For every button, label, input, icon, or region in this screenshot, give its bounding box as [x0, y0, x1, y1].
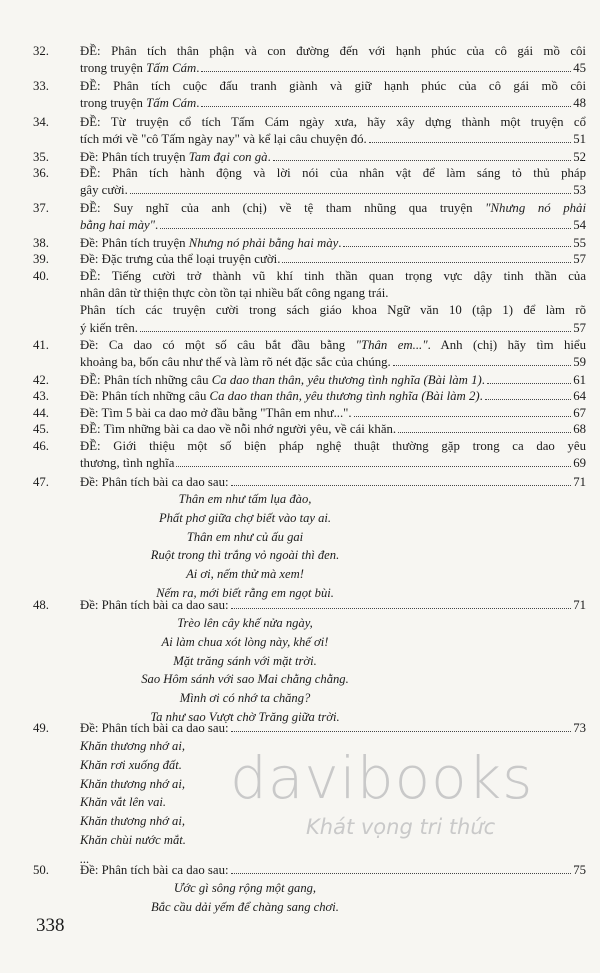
toc-entry-text — [80, 388, 586, 405]
toc-page-number: 68 — [573, 422, 586, 436]
toc-entry-last-line: Đề: Phân tích bài ca dao sau: 75 — [80, 862, 586, 879]
poem-line: Khăn thương nhớ ai, — [80, 814, 185, 829]
toc-entry-last-line: Đề: Tìm 5 bài ca dao mở đầu bằng "Thân em như...". 67 — [80, 405, 586, 422]
toc-page-number: 61 — [573, 373, 586, 387]
poem-line: Bắc cầu dải yếm để chàng sang chơi. — [151, 899, 339, 914]
poem-line: Khăn vắt lên vai. — [80, 795, 167, 810]
dot-leader — [231, 731, 572, 732]
dot-leader — [282, 262, 571, 263]
poem-line: Ước gì sông rộng một gang, — [173, 881, 317, 895]
poem-line: Thân em như củ ấu gai — [186, 529, 304, 544]
toc-entry-number: 33. — [33, 79, 49, 93]
dot-leader — [130, 193, 571, 194]
poem-line: Ai ơi, nếm thử mà xem! — [186, 567, 304, 582]
toc-entry-text — [80, 200, 586, 234]
poem-line: Khăn thương nhớ ai, — [80, 739, 185, 753]
toc-entry-last-line: Đề: Phân tích những câu Ca dao than thân, yêu thương tình nghĩa (Bài làm 2). 64 — [80, 388, 586, 405]
poem-line: Mặt trăng sánh với mặt trời. — [173, 653, 317, 668]
dot-leader — [273, 160, 571, 161]
poem-line: Ta như sao Vượt chờ Trăng giữa trời. — [150, 709, 340, 724]
toc-entry-text — [80, 405, 586, 422]
poem-line: Khăn thương nhớ ai, — [80, 776, 185, 791]
toc-entry-last-line: trong truyện Tấm Cám. 48 — [80, 95, 586, 112]
toc-entry-number: 38. — [33, 236, 49, 250]
poem-line: Ai làm chua xót lòng này, khế ơi! — [161, 634, 329, 649]
toc-page-number: 55 — [573, 236, 586, 250]
toc-entry-line: ĐỀ: Phân tích cuộc đấu tranh giành và giữ hạnh phúc của cô gái mồ côi — [80, 79, 586, 93]
toc-page-number: 53 — [573, 183, 586, 198]
toc-page-number: 73 — [573, 721, 586, 735]
toc-entry-text — [80, 235, 586, 252]
toc-entry-number: 44. — [33, 406, 49, 420]
poem-line: Sao Hôm sánh với sao Mai chằng chằng. — [141, 672, 349, 687]
toc-page-number: 57 — [573, 320, 586, 335]
dot-leader — [343, 246, 571, 247]
toc-entry-number: 39. — [33, 252, 49, 266]
toc-entry-text — [80, 474, 586, 491]
toc-page-number: 71 — [573, 598, 586, 612]
toc-entry-number: 46. — [33, 439, 49, 453]
dot-leader — [231, 608, 572, 609]
dot-leader — [176, 466, 571, 467]
dot-leader — [369, 142, 572, 143]
toc-entry-last-line: Đề: Phân tích truyện Nhưng nó phải bằng hai mày. 55 — [80, 235, 586, 252]
toc-page-number: 59 — [573, 355, 586, 370]
poem-p47 — [80, 490, 410, 603]
toc-entry-number: 45. — [33, 422, 49, 436]
toc-page-number: 52 — [573, 150, 586, 164]
dot-leader — [201, 106, 571, 107]
dot-leader — [393, 365, 571, 366]
toc-entry-line: ĐỀ: Giới thiệu một số biện pháp nghệ thuật thường gặp trong ca dao yêu — [80, 439, 586, 453]
toc-entry-number: 49. — [33, 721, 49, 735]
toc-page-number: 57 — [573, 252, 586, 266]
poem-line: Nếm ra, mới biết rằng em ngọt bùi. — [156, 585, 334, 600]
toc-page-number: 67 — [573, 406, 586, 420]
poem-p50 — [80, 879, 410, 917]
dot-leader — [487, 383, 571, 384]
toc-entry-number: 34. — [33, 115, 49, 129]
poem-line: Trèo lên cây khế nửa ngày, — [177, 616, 313, 630]
toc-entry-last-line: tích mới về "cô Tấm ngày nay" và kể lại câu chuyện đó. 51 — [80, 131, 586, 148]
toc-entry-last-line: Đề: Phân tích bài ca dao sau: 71 — [80, 597, 586, 614]
dot-leader — [231, 485, 572, 486]
poem-p48 — [80, 614, 410, 727]
toc-page-number: 51 — [573, 132, 586, 147]
toc-entry-number: 36. — [33, 166, 49, 180]
toc-entry-line: ĐỀ: Suy nghĩ của anh (chị) về tệ tham nhũng qua truyện "Nhưng nó phải — [80, 201, 586, 215]
toc-entry-last-line: ý kiến trên. 57 — [80, 320, 586, 337]
poem-line: Ruột trong thì trắng vỏ ngoài thì đen. — [150, 548, 340, 563]
poem-line: Thân em như tấm lụa đào, — [178, 492, 312, 506]
toc-entry-number: 50. — [33, 863, 49, 877]
poem-line: Mình ơi có nhớ ta chăng? — [179, 691, 311, 706]
toc-entry-last-line: gây cười. 53 — [80, 182, 586, 199]
dot-leader — [201, 71, 571, 72]
toc-entry-last-line: thương, tình nghĩa 69 — [80, 455, 586, 472]
dot-leader — [398, 432, 571, 433]
toc-page-number: 48 — [573, 96, 586, 111]
toc-entry-line: Phân tích các truyện cười trong sách giáo khoa Ngữ văn 10 (tập 1) để làm rõ — [80, 303, 586, 318]
toc-entry-text — [80, 268, 586, 337]
toc-entry-text — [80, 337, 586, 371]
toc-entry-text — [80, 372, 586, 389]
toc-entry-last-line: Đề: Phân tích bài ca dao sau: 71 — [80, 474, 586, 491]
toc-entry-text — [80, 421, 586, 438]
dot-leader — [231, 873, 572, 874]
toc-entry-last-line: Đề: Phân tích bài ca dao sau: 73 — [80, 720, 586, 737]
toc-entry-line: nhân dân từ thiện thực còn tồn tại nhiều bất công ngang trái. — [80, 286, 389, 301]
toc-entry-last-line: trong truyện Tấm Cám. 45 — [80, 60, 586, 77]
toc-entry-last-line: Đề: Phân tích truyện Tam đại con gà. 52 — [80, 149, 586, 166]
toc-entry-line: Đề: Ca dao có một số câu bắt đầu bằng "Thân em...". Anh (chị) hãy tìm hiểu — [80, 338, 586, 352]
toc-entry-text — [80, 165, 586, 199]
poem-line: Khăn rơi xuống đất. — [80, 757, 182, 772]
poem-line: ... — [80, 851, 90, 866]
toc-page-number: 71 — [573, 475, 586, 489]
toc-entry-number: 40. — [33, 269, 49, 283]
watermark-brand: davibooks — [230, 744, 534, 812]
toc-entry-text — [80, 251, 586, 268]
dot-leader — [485, 399, 571, 400]
page-number: 338 — [36, 915, 65, 936]
toc-page-number: 64 — [573, 389, 586, 403]
toc-entry-line: ĐỀ: Từ truyện cổ tích Tấm Cám ngày xưa, hãy xây dựng thành một truyện cổ — [80, 115, 586, 129]
toc-entry-text — [80, 149, 586, 166]
toc-entry-number: 37. — [33, 201, 49, 215]
watermark-slogan: Khát vọng tri thức — [306, 815, 496, 839]
dot-leader — [354, 416, 572, 417]
toc-entry-last-line: bằng hai mày". 54 — [80, 217, 586, 234]
dot-leader — [160, 228, 571, 229]
toc-entry-number: 32. — [33, 44, 49, 58]
poem-line: Khăn chùi nước mắt. — [80, 832, 186, 847]
toc-entry-text — [80, 114, 586, 148]
toc-entry-text — [80, 78, 586, 112]
toc-entry-number: 41. — [33, 338, 49, 352]
toc-page-number: 69 — [573, 456, 586, 471]
toc-entry-number: 42. — [33, 373, 49, 387]
toc-page-number: 54 — [573, 218, 586, 233]
toc-entry-line: ĐỀ: Tiếng cười trở thành vũ khí tinh thần quan trọng vực dậy tinh thần của — [80, 269, 586, 283]
toc-entry-number: 47. — [33, 475, 49, 489]
toc-page-number: 45 — [573, 61, 586, 76]
poem-line: Phất phơ giữa chợ biết vào tay ai. — [158, 510, 332, 525]
toc-entry-last-line: khoảng ba, bốn câu như thế và làm rõ nét đặc sắc của chúng. 59 — [80, 354, 586, 371]
toc-entry-last-line: ĐỀ: Tìm những bài ca dao về nỗi nhớ người yêu, về cái khăn. 68 — [80, 421, 586, 438]
toc-entry-last-line: Đề: Đặc trưng của thể loại truyện cười. 57 — [80, 251, 586, 268]
toc-entry-text — [80, 438, 586, 472]
toc-entry-number: 35. — [33, 150, 49, 164]
toc-entry-last-line: ĐỀ: Phân tích những câu Ca dao than thân, yêu thương tình nghĩa (Bài làm 1). 61 — [80, 372, 586, 389]
toc-page-number: 75 — [573, 863, 586, 877]
toc-entry-number: 48. — [33, 598, 49, 612]
poem-p49 — [80, 737, 380, 869]
toc-entry-line: ĐỀ: Phân tích thân phận và con đường đến với hạnh phúc của cô gái mồ côi — [80, 44, 586, 58]
toc-entry-text — [80, 43, 586, 77]
toc-entry-number: 43. — [33, 389, 49, 403]
toc-entry-line: ĐỀ: Phân tích hành động và lời nói của nhân vật để làm sáng tỏ thủ pháp — [80, 166, 586, 180]
dot-leader — [140, 331, 571, 332]
